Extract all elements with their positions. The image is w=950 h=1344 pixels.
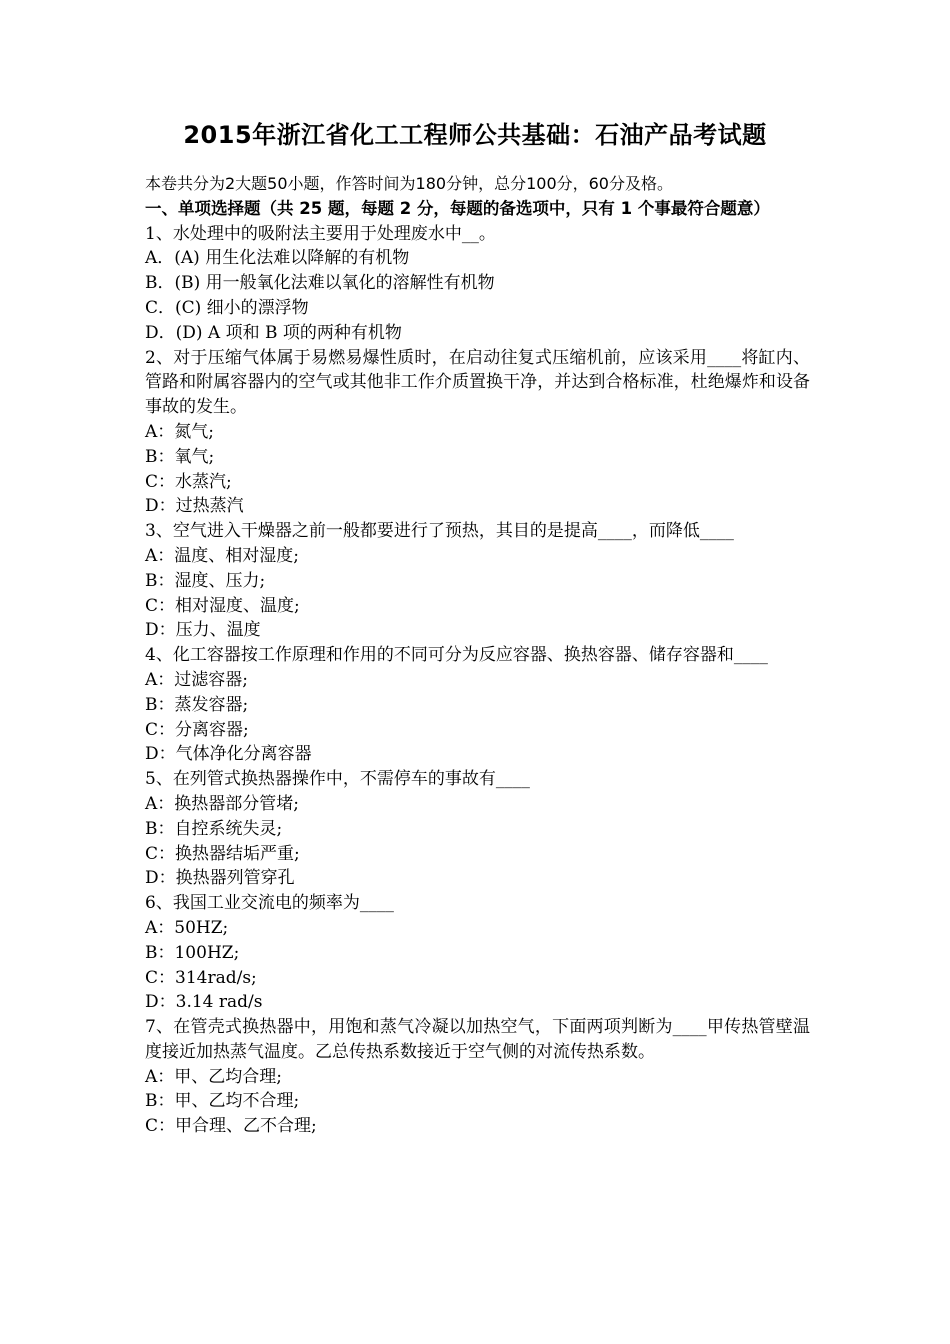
option-d: D：3.14 rad/s (145, 992, 263, 1013)
question-stem: 6、我国工业交流电的频率为____ (145, 893, 394, 914)
option-c: C：换热器结垢严重; (145, 843, 300, 864)
exam-intro: 本卷共分为2大题50小题，作答时间为180分钟，总分100分，60分及格。 (145, 174, 673, 193)
option-a: A：50HZ; (145, 917, 229, 938)
option-a: A．(A) 用生化法难以降解的有机物 (145, 248, 410, 269)
option-a: A：换热器部分管堵; (145, 793, 300, 814)
question-7 (145, 1015, 810, 1139)
option-c: C：水蒸汽; (145, 471, 232, 492)
option-c: C：分离容器; (145, 719, 249, 740)
option-b: B：氧气; (145, 446, 215, 467)
option-b: B：甲、乙均不合理; (145, 1091, 300, 1112)
document-body (145, 172, 810, 1139)
section-heading: 一、单项选择题（共 25 题，每题 2 分，每题的备选项中，只有 1 个事最符合题意） (145, 198, 770, 218)
option-b: B：自控系统失灵; (145, 818, 283, 839)
question-stem: 3、空气进入干燥器之前一般都要进行了预热，其目的是提高____，而降低____ (145, 521, 734, 542)
option-d: D：压力、温度 (145, 620, 261, 641)
option-c: C：甲合理、乙不合理; (145, 1116, 317, 1137)
option-b: B：100HZ; (145, 942, 240, 963)
option-d: D：过热蒸汽 (145, 496, 244, 517)
option-a: A：甲、乙均合理; (145, 1066, 283, 1087)
option-d: D．(D) A 项和 B 项的两种有机物 (145, 322, 402, 343)
question-stem: 2、对于压缩气体属于易燃易爆性质时，在启动往复式压缩机前，应该采用____将缸内、管路和附属容器内的空气或其他非工作介质置换干净，并达到合格标准，杜绝爆炸和设备事故的发生。 (145, 347, 810, 418)
option-a: A：氮气; (145, 421, 215, 442)
option-c: C：相对湿度、温度; (145, 595, 300, 616)
option-d: D：换热器列管穿孔 (145, 868, 295, 889)
option-c: C．(C) 细小的漂浮物 (145, 297, 309, 318)
option-c: C：314rad/s; (145, 967, 257, 988)
document-title: 2015年浙江省化工工程师公共基础：石油产品考试题 (183, 121, 767, 149)
question-3 (145, 519, 810, 643)
option-b: B．(B) 用一般氧化法难以氧化的溶解性有机物 (145, 273, 495, 294)
question-6 (145, 891, 810, 1015)
question-5 (145, 767, 810, 891)
question-stem: 4、化工容器按工作原理和作用的不同可分为反应容器、换热容器、储存容器和____ (145, 645, 768, 666)
question-4 (145, 643, 810, 767)
question-1 (145, 222, 810, 346)
question-stem: 7、在管壳式换热器中，用饱和蒸气冷凝以加热空气，下面两项判断为____甲传热管壁温度接近加热蒸气温度。乙总传热系数接近于空气侧的对流传热系数。 (145, 1017, 810, 1062)
question-stem: 5、在列管式换热器操作中，不需停车的事故有____ (145, 769, 530, 790)
option-a: A：温度、相对湿度; (145, 545, 300, 566)
option-b: B：蒸发容器; (145, 694, 249, 715)
question-stem: 1、水处理中的吸附法主要用于处理废水中__。 (145, 223, 496, 244)
option-b: B：湿度、压力; (145, 570, 266, 591)
question-2 (145, 346, 810, 520)
option-d: D：气体净化分离容器 (145, 744, 312, 765)
option-a: A：过滤容器; (145, 669, 249, 690)
